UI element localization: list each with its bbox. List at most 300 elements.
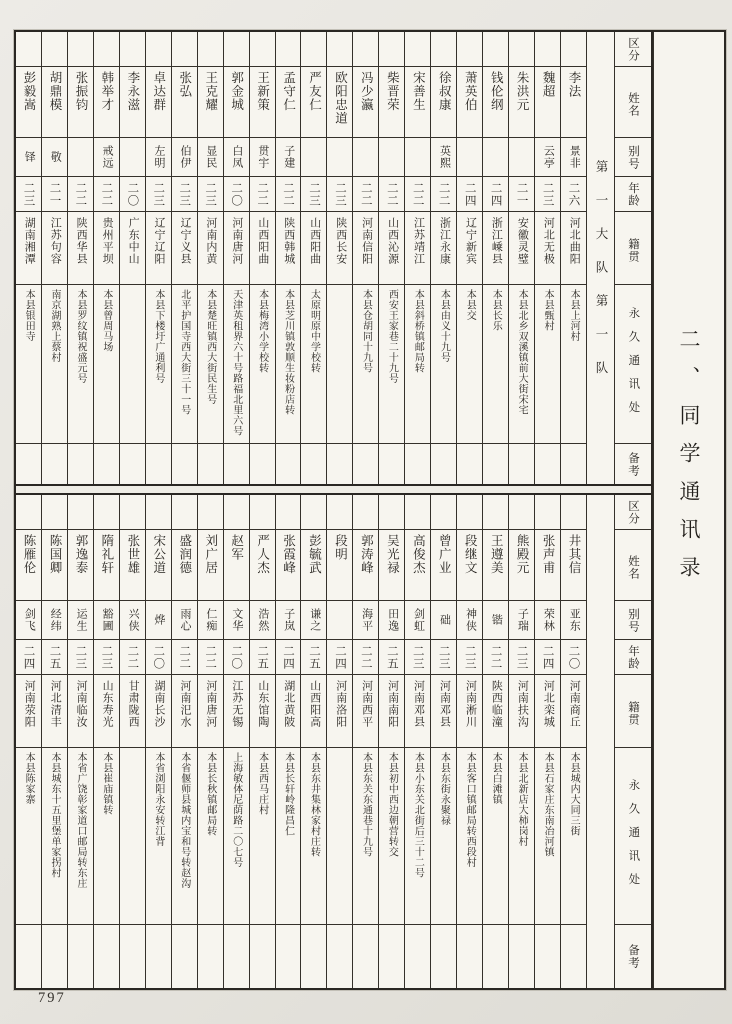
person-address — [431, 747, 456, 924]
person-address — [483, 747, 508, 924]
person-category — [276, 32, 301, 66]
person-category — [457, 495, 482, 529]
person-column — [120, 32, 146, 484]
person-origin — [405, 211, 430, 284]
header-age — [615, 176, 651, 211]
person-column — [405, 32, 431, 484]
person-name-text: 卓达群 — [151, 71, 166, 112]
person-origin-text: 山东馆陶 — [256, 680, 269, 728]
person-address — [535, 284, 560, 443]
person-age-text: 二二 — [359, 181, 372, 207]
person-age-text: 二二 — [126, 644, 139, 670]
person-address — [198, 284, 223, 443]
person-address-text: 本县城内大同三街 — [568, 752, 580, 836]
person-name-text: 宋善生 — [411, 71, 426, 112]
person-origin — [146, 211, 171, 284]
person-address — [405, 284, 430, 443]
person-age — [224, 176, 249, 211]
person-notes — [250, 924, 275, 988]
person-age-text: 二一 — [48, 181, 61, 207]
person-age-text: 二四 — [541, 644, 554, 670]
person-address-text: 本县银田寺 — [23, 289, 35, 342]
person-name — [483, 66, 508, 137]
person-address — [561, 284, 586, 443]
person-origin — [405, 674, 430, 747]
person-origin-text: 山西阳曲 — [256, 217, 269, 265]
person-notes — [120, 443, 145, 484]
person-column — [457, 32, 483, 484]
person-origin-text: 河北无极 — [542, 217, 555, 265]
person-origin — [250, 211, 275, 284]
header-name — [615, 529, 651, 600]
person-column — [535, 32, 561, 484]
person-alias — [276, 137, 301, 176]
person-alias-text: 子岚 — [282, 608, 295, 632]
person-origin-text: 江苏无锡 — [230, 680, 243, 728]
person-age-text: 二三 — [333, 181, 346, 207]
person-address — [457, 747, 482, 924]
person-name-text: 严友仁 — [307, 71, 322, 112]
header-name — [615, 66, 651, 137]
person-notes — [379, 443, 404, 484]
person-notes — [327, 443, 352, 484]
person-age-text: 二三 — [178, 181, 191, 207]
person-notes — [68, 443, 93, 484]
directory-frame — [14, 30, 726, 990]
person-age — [250, 176, 275, 211]
person-category — [250, 495, 275, 529]
person-address-text: 北平护国寺西大街三十一号 — [178, 289, 190, 415]
person-alias-text: 烨 — [153, 614, 166, 626]
person-name-text: 孟守仁 — [281, 71, 296, 112]
person-alias-text: 剑飞 — [23, 608, 36, 632]
person-column — [224, 32, 250, 484]
person-origin — [379, 211, 404, 284]
person-address — [379, 747, 404, 924]
person-alias-text: 左明 — [153, 145, 166, 169]
person-address — [16, 284, 41, 443]
person-address — [535, 747, 560, 924]
person-name-text: 钱伦纲 — [489, 71, 504, 112]
person-alias — [172, 600, 197, 639]
person-name-text: 吴光禄 — [385, 534, 400, 575]
person-origin-text: 河南南阳 — [386, 680, 399, 728]
person-category — [483, 495, 508, 529]
person-address-text: 本县下楼圩广通利号 — [152, 289, 164, 384]
header-name-label: 姓名 — [627, 91, 639, 117]
person-name — [535, 66, 560, 137]
person-alias-text: 田逸 — [386, 608, 399, 632]
person-origin — [120, 211, 145, 284]
person-address — [301, 747, 326, 924]
person-column — [379, 495, 405, 988]
unit-cell — [587, 32, 614, 484]
person-name-text: 张霞峰 — [281, 534, 296, 575]
person-notes — [68, 924, 93, 988]
person-age — [42, 176, 67, 211]
person-age-text: 二五 — [256, 644, 269, 670]
header-age-label: 年龄 — [627, 181, 639, 207]
person-category — [379, 32, 404, 66]
person-origin — [16, 211, 41, 284]
header-origin-label: 籍贯 — [627, 701, 639, 726]
person-notes — [276, 924, 301, 988]
person-column — [457, 495, 483, 988]
person-alias-text: 剑虹 — [412, 608, 425, 632]
header-origin — [615, 674, 651, 747]
person-name-text: 张声甫 — [541, 534, 556, 575]
person-notes — [509, 443, 534, 484]
person-column — [353, 495, 379, 988]
person-name-text: 李法 — [567, 71, 582, 98]
person-alias — [561, 137, 586, 176]
person-alias-text: 贯宇 — [256, 145, 269, 169]
person-alias — [431, 600, 456, 639]
person-alias — [535, 600, 560, 639]
person-origin — [483, 674, 508, 747]
person-age-text: 二二 — [411, 181, 424, 207]
person-category — [535, 32, 560, 66]
person-address — [146, 284, 171, 443]
person-address-text: 本县崔庙镇转 — [100, 752, 112, 815]
person-age — [431, 176, 456, 211]
person-category — [16, 495, 41, 529]
person-category — [120, 495, 145, 529]
person-notes — [561, 443, 586, 484]
person-alias-text: 景非 — [568, 145, 581, 169]
person-age — [483, 176, 508, 211]
person-column — [94, 32, 120, 484]
person-name-text: 徐叔康 — [437, 71, 452, 112]
person-address — [42, 284, 67, 443]
person-name-text: 王遵美 — [489, 534, 504, 575]
person-category — [42, 32, 67, 66]
person-category — [42, 495, 67, 529]
person-name-text: 胡鼎模 — [47, 71, 62, 112]
person-notes — [457, 924, 482, 988]
person-notes — [42, 924, 67, 988]
person-alias — [68, 600, 93, 639]
person-age — [250, 639, 275, 674]
person-column — [483, 495, 509, 988]
person-origin — [42, 674, 67, 747]
person-column — [172, 495, 198, 988]
person-origin-text: 河南荥阳 — [23, 680, 36, 728]
person-alias — [146, 600, 171, 639]
person-age-text: 二四 — [463, 181, 476, 207]
header-category — [615, 495, 651, 529]
person-notes — [379, 924, 404, 988]
person-category — [146, 32, 171, 66]
person-alias-text: 英熙 — [438, 145, 451, 169]
person-notes — [198, 443, 223, 484]
header-age — [615, 639, 651, 674]
person-category — [276, 495, 301, 529]
person-origin-text: 河南汜水 — [178, 680, 191, 728]
person-age — [353, 176, 378, 211]
person-alias-text: 经纬 — [49, 608, 62, 632]
person-notes — [535, 924, 560, 988]
person-origin-text: 安徽灵璧 — [516, 217, 529, 265]
person-origin-text: 河南邓县 — [438, 680, 451, 728]
person-origin-text: 河北栾城 — [542, 680, 555, 728]
person-origin — [483, 211, 508, 284]
person-category — [327, 495, 352, 529]
person-age — [327, 639, 352, 674]
person-address-text: 西安王家巷二十九号 — [386, 289, 398, 384]
person-column — [250, 32, 276, 484]
unit-column — [587, 495, 615, 988]
person-category — [94, 32, 119, 66]
person-alias — [276, 600, 301, 639]
person-address — [224, 747, 249, 924]
person-notes — [457, 443, 482, 484]
person-name-text: 李永滋 — [125, 71, 140, 112]
person-alias-text: 锴 — [490, 614, 503, 626]
person-column — [327, 495, 353, 988]
person-alias — [483, 137, 508, 176]
person-origin-text: 湖南湘潭 — [23, 217, 36, 265]
unit-cell — [587, 495, 614, 988]
person-alias — [120, 600, 145, 639]
person-column — [172, 32, 198, 484]
person-origin — [16, 674, 41, 747]
person-name — [327, 529, 352, 600]
header-alias-label: 别号 — [627, 144, 639, 170]
person-origin — [561, 674, 586, 747]
header-column — [615, 495, 651, 988]
person-address — [224, 284, 249, 443]
table-divider — [16, 486, 651, 493]
person-alias-text: 神侠 — [464, 608, 477, 632]
person-age — [224, 639, 249, 674]
person-alias — [405, 600, 430, 639]
person-age-text: 二二 — [256, 181, 269, 207]
person-address-text: 本县西马庄村 — [256, 752, 268, 815]
person-age — [327, 176, 352, 211]
person-column — [509, 32, 535, 484]
person-age-text: 二〇 — [126, 181, 139, 207]
person-address — [120, 284, 145, 443]
person-age — [561, 639, 586, 674]
person-age — [198, 639, 223, 674]
person-category — [431, 32, 456, 66]
person-column — [68, 495, 94, 988]
person-origin — [327, 211, 352, 284]
person-origin-text: 浙江嵊县 — [490, 217, 503, 265]
person-age-text: 二四 — [333, 644, 346, 670]
person-notes — [405, 443, 430, 484]
person-origin — [457, 211, 482, 284]
person-column — [276, 495, 302, 988]
person-age-text: 二三 — [74, 644, 87, 670]
person-alias — [353, 600, 378, 639]
person-alias — [483, 600, 508, 639]
person-column — [561, 495, 587, 988]
person-age-text: 二三 — [152, 181, 165, 207]
person-alias-text: 亚东 — [568, 608, 581, 632]
person-column — [16, 32, 42, 484]
person-name-text: 刘广居 — [203, 534, 218, 575]
person-name-text: 张振钧 — [73, 71, 88, 112]
person-column — [561, 32, 587, 484]
person-age — [172, 176, 197, 211]
person-name-text: 欧阳忠道 — [333, 71, 348, 125]
person-name-text: 郭涛峰 — [359, 534, 374, 575]
person-alias — [327, 137, 352, 176]
person-origin-text: 辽宁辽阳 — [153, 217, 166, 265]
person-name — [224, 66, 249, 137]
person-address — [509, 284, 534, 443]
person-age-text: 二五 — [385, 644, 398, 670]
person-alias — [457, 137, 482, 176]
person-alias — [457, 600, 482, 639]
person-address — [68, 747, 93, 924]
header-alias — [615, 600, 651, 639]
header-address-label: 永久通讯处 — [627, 779, 640, 897]
person-origin-text: 河北清丰 — [49, 680, 62, 728]
person-alias-text: 雨心 — [178, 608, 191, 632]
person-age — [535, 639, 560, 674]
person-address-text: 本县由义十九号 — [438, 289, 450, 363]
person-age-text: 二三 — [22, 181, 35, 207]
person-notes — [42, 443, 67, 484]
person-name — [42, 529, 67, 600]
person-name — [120, 66, 145, 137]
person-name-text: 陈雁伦 — [22, 534, 37, 575]
person-category — [301, 495, 326, 529]
person-notes — [146, 443, 171, 484]
person-alias — [94, 137, 119, 176]
person-alias-text: 云亭 — [542, 145, 555, 169]
person-alias — [431, 137, 456, 176]
person-column — [42, 32, 68, 484]
person-alias — [198, 600, 223, 639]
person-column — [250, 495, 276, 988]
person-name-text: 王克耀 — [203, 71, 218, 112]
person-alias — [509, 600, 534, 639]
person-name — [353, 529, 378, 600]
person-category — [483, 32, 508, 66]
person-name-text: 彭毓武 — [307, 534, 322, 575]
header-alias-label: 别号 — [627, 607, 639, 633]
person-name — [535, 529, 560, 600]
person-address-text: 本县客口镇邮局转西段村 — [464, 752, 476, 868]
person-age-text: 二二 — [359, 644, 372, 670]
person-name — [172, 529, 197, 600]
person-age — [16, 176, 41, 211]
person-name — [509, 529, 534, 600]
person-category — [250, 32, 275, 66]
person-origin — [353, 211, 378, 284]
person-alias-text: 文华 — [230, 608, 243, 632]
person-address-text: 本县长乐 — [490, 289, 502, 331]
person-column — [224, 495, 250, 988]
person-address-text: 本县上河村 — [568, 289, 580, 342]
header-notes — [615, 924, 651, 988]
person-address — [353, 284, 378, 443]
person-notes — [483, 443, 508, 484]
person-notes — [224, 924, 249, 988]
person-origin — [301, 674, 326, 747]
person-origin — [198, 211, 223, 284]
person-origin-text: 河南商丘 — [568, 680, 581, 728]
person-origin-text: 陕西华县 — [75, 217, 88, 265]
person-origin — [509, 211, 534, 284]
person-origin-text: 河南邓县 — [412, 680, 425, 728]
person-notes — [301, 443, 326, 484]
person-origin-text: 甘肃陇西 — [127, 680, 140, 728]
person-origin — [68, 674, 93, 747]
person-name-text: 柴晋荣 — [385, 71, 400, 112]
person-notes — [327, 924, 352, 988]
person-alias — [327, 600, 352, 639]
person-age-text: 二四 — [489, 181, 502, 207]
person-name-text: 段明 — [333, 534, 348, 561]
person-alias-text: 础 — [438, 614, 451, 626]
person-category — [535, 495, 560, 529]
person-origin-text: 湖南长沙 — [153, 680, 166, 728]
person-origin-text: 贵州平坝 — [101, 217, 114, 265]
person-origin — [224, 674, 249, 747]
person-age — [68, 639, 93, 674]
person-age — [94, 639, 119, 674]
person-category — [509, 32, 534, 66]
person-age — [276, 176, 301, 211]
person-age-text: 二三 — [515, 644, 528, 670]
person-alias — [561, 600, 586, 639]
person-name — [94, 529, 119, 600]
person-category — [198, 495, 223, 529]
person-address-text: 本县小东关北街后三十二号 — [412, 752, 424, 878]
person-age-text: 二三 — [307, 181, 320, 207]
person-alias — [120, 137, 145, 176]
person-alias — [535, 137, 560, 176]
person-address — [198, 747, 223, 924]
person-origin — [431, 674, 456, 747]
person-alias — [379, 137, 404, 176]
person-column — [379, 32, 405, 484]
person-age — [457, 639, 482, 674]
person-name — [16, 529, 41, 600]
person-name-text: 严人杰 — [255, 534, 270, 575]
person-origin — [535, 674, 560, 747]
person-age-text: 二二 — [100, 181, 113, 207]
person-age — [16, 639, 41, 674]
person-alias — [94, 600, 119, 639]
person-origin-text: 河南临汝 — [75, 680, 88, 728]
person-age-text: 二五 — [307, 644, 320, 670]
person-notes — [94, 924, 119, 988]
header-address — [615, 747, 651, 924]
person-origin-text: 山西阳曲 — [308, 217, 321, 265]
person-alias — [172, 137, 197, 176]
section-title: 二、同学通讯录 — [677, 328, 702, 594]
person-origin-text: 河南淅川 — [464, 680, 477, 728]
person-address-text: 本县长轩岭隆昌仁 — [282, 752, 294, 836]
person-age-text: 二三 — [463, 644, 476, 670]
person-alias-text: 子瑞 — [516, 608, 529, 632]
person-address — [483, 284, 508, 443]
header-name-label: 姓名 — [627, 554, 639, 580]
person-category — [146, 495, 171, 529]
person-age — [379, 639, 404, 674]
person-origin-text: 河南洛阳 — [334, 680, 347, 728]
person-notes — [483, 924, 508, 988]
person-address-text: 上海敏体尼荫路二〇七号 — [230, 752, 242, 868]
person-age — [120, 639, 145, 674]
person-column — [120, 495, 146, 988]
